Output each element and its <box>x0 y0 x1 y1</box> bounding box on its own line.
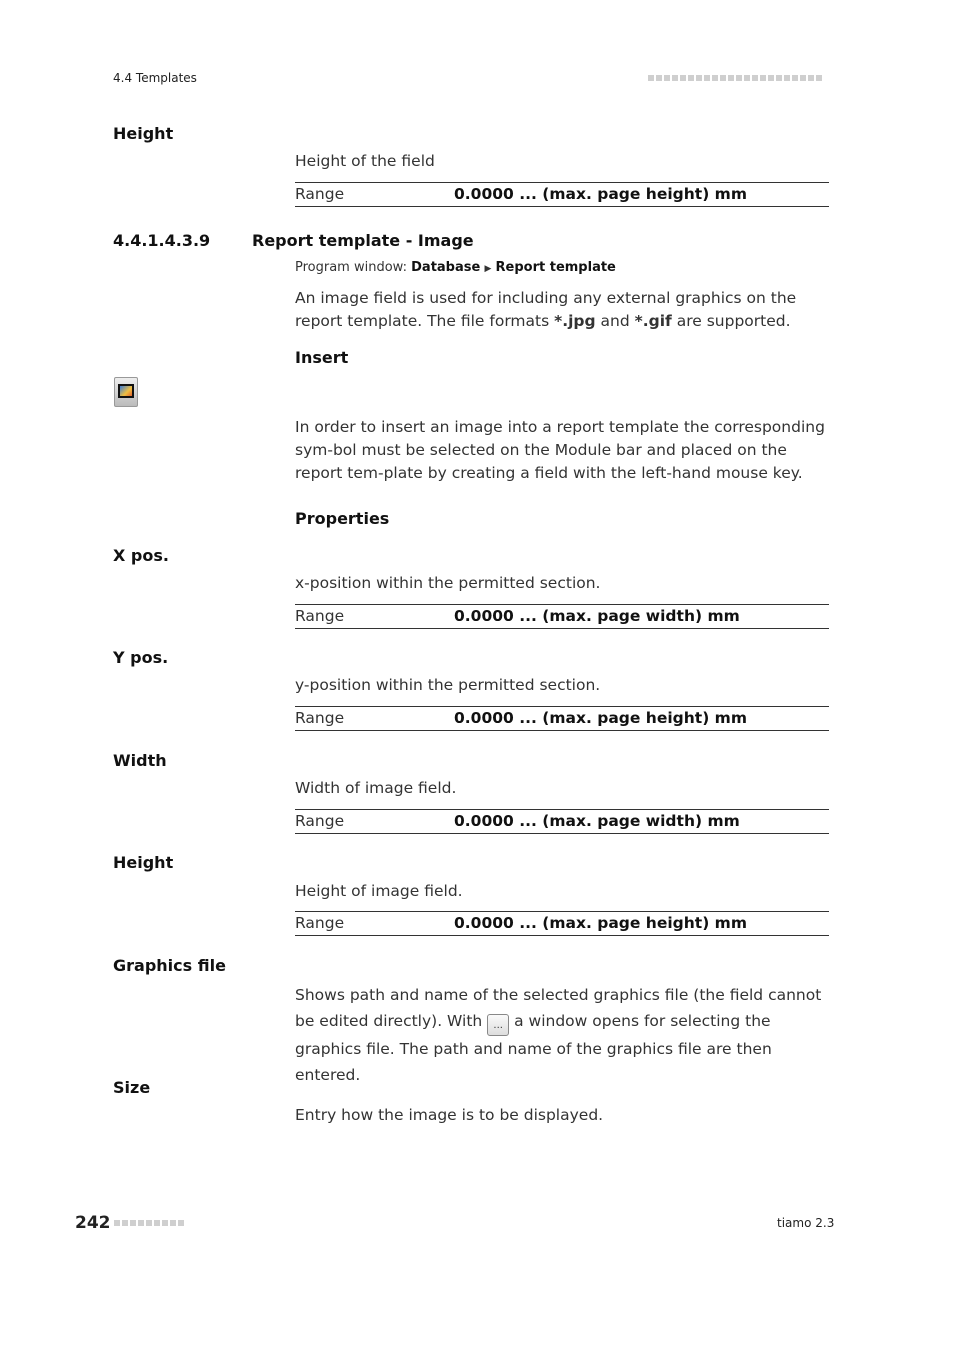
range-row-height-prev <box>295 182 829 207</box>
desc-size: Entry how the image is to be displayed. <box>295 1106 604 1124</box>
range-row-height <box>295 911 829 936</box>
range-label: Range <box>295 914 345 932</box>
desc-height-prev: Height of the field <box>295 152 435 170</box>
range-row-x-pos <box>295 604 829 629</box>
path-separator-icon: ▶ <box>484 264 492 274</box>
browse-button: ... <box>487 1014 509 1036</box>
path-database: Database <box>411 260 481 275</box>
insert-heading: Insert <box>295 348 349 367</box>
range-value: 0.0000 ... (max. page height) mm <box>454 185 747 203</box>
program-window-label: Program window: <box>295 260 407 275</box>
properties-heading: Properties <box>295 509 390 528</box>
range-value: 0.0000 ... (max. page height) mm <box>454 709 747 727</box>
header-decoration <box>648 75 822 81</box>
desc-x-pos: x-position within the permitted section. <box>295 574 601 592</box>
term-y-pos: Y pos. <box>113 648 169 667</box>
section-number: 4.4.1.4.3.9 <box>113 231 211 250</box>
range-label: Range <box>295 607 345 625</box>
range-label: Range <box>295 709 345 727</box>
path-report-template: Report template <box>495 260 616 275</box>
page-number: 242 <box>75 1213 111 1233</box>
footer-decoration <box>114 1220 184 1226</box>
range-label: Range <box>295 812 345 830</box>
desc-graphics-file: Shows path and name of the selected graphics file (the field cannot be edited directly). With ... a window opens for selecting the graphics file. The path and name of the graphics file are then entered. <box>295 986 822 1084</box>
desc-width: Width of image field. <box>295 779 457 797</box>
section-title: Report template - Image <box>252 231 474 250</box>
desc-height: Height of image field. <box>295 882 463 900</box>
running-header-chapter: 4.4 Templates <box>113 71 197 85</box>
range-value: 0.0000 ... (max. page width) mm <box>454 812 740 830</box>
range-value: 0.0000 ... (max. page width) mm <box>454 607 740 625</box>
term-graphics-file: Graphics file <box>113 956 226 975</box>
term-width: Width <box>113 751 167 770</box>
term-height-prev: Height <box>113 124 174 143</box>
program-window-path <box>295 260 616 275</box>
term-size: Size <box>113 1078 151 1097</box>
range-label: Range <box>295 185 345 203</box>
footer-product: tiamo 2.3 <box>777 1216 835 1230</box>
format-jpg: *.jpg <box>554 312 596 330</box>
term-height: Height <box>113 853 174 872</box>
range-row-width <box>295 809 829 834</box>
desc-y-pos: y-position within the permitted section. <box>295 676 601 694</box>
section-intro: An image field is used for including any external graphics on the report template. The file formats *.jpg and *.gif are supported. <box>295 289 797 330</box>
term-x-pos: X pos. <box>113 546 169 565</box>
image-field-icon <box>114 377 138 407</box>
range-row-y-pos <box>295 706 829 731</box>
format-gif: *.gif <box>634 312 672 330</box>
range-value: 0.0000 ... (max. page height) mm <box>454 914 747 932</box>
insert-text: In order to insert an image into a report template the corresponding sym-bol must be selected on the Module bar and placed on the report tem-plate by creating a field with the left-hand mouse key. <box>295 418 825 482</box>
